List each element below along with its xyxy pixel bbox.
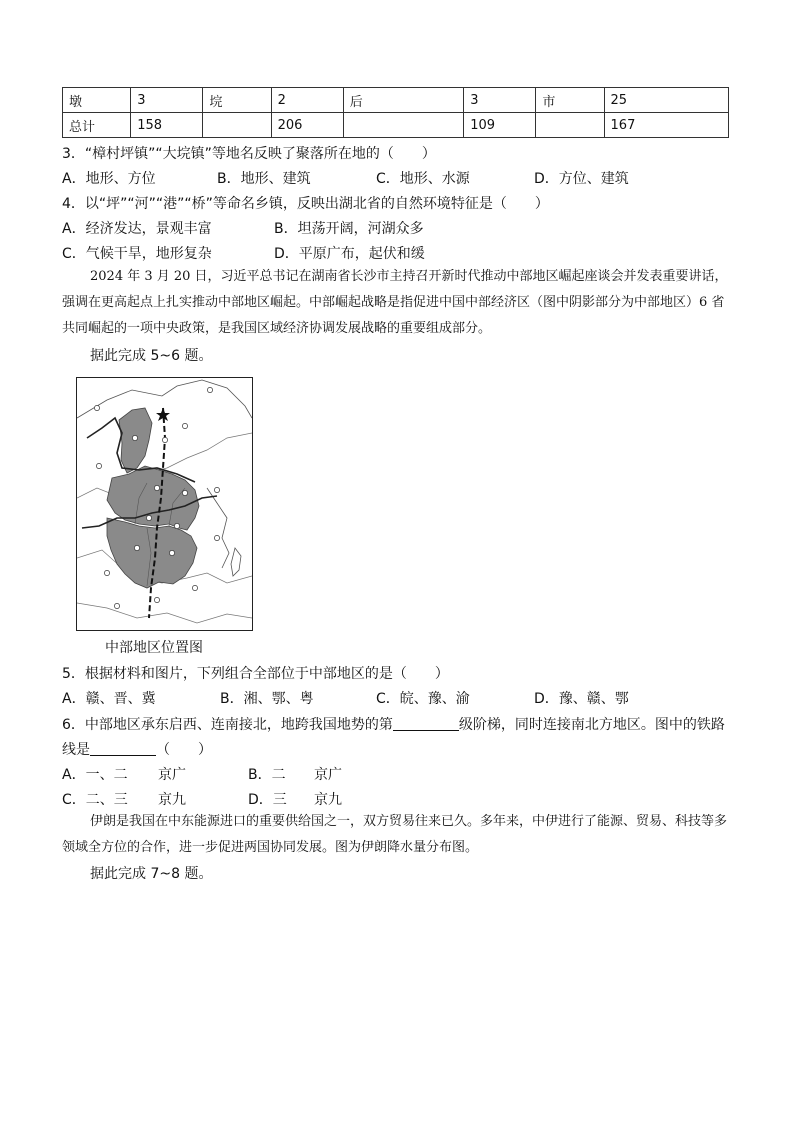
question-6-options-row2: [62, 789, 732, 811]
table-cell: 158: [131, 113, 203, 138]
place-name-table: [62, 87, 729, 138]
question-5-stem: 5．根据材料和图片，下列组合全部位于中部地区的是（ ）: [62, 666, 449, 682]
table-cell: [203, 113, 271, 138]
city-marker-icon: [132, 435, 137, 440]
coast-line: [77, 603, 252, 623]
city-marker-icon: [182, 490, 187, 495]
question-5-options: [62, 688, 732, 710]
question-3-stem: 3．“樟村坪镇”“大垸镇”等地名反映了聚落所在地的（ ）: [62, 146, 436, 162]
table-row: [63, 88, 729, 113]
table-cell: 3: [464, 88, 536, 113]
option-c[interactable]: C．气候干旱，地形复杂: [62, 246, 212, 262]
option-c-railway: 京九: [158, 792, 186, 808]
table-cell: 109: [464, 113, 536, 138]
option-b[interactable]: B．二: [248, 767, 286, 783]
city-marker-icon: [162, 437, 167, 442]
table-cell: 总计: [63, 113, 131, 138]
table-cell: 墩: [63, 88, 131, 113]
question-6-text-a: 6．中部地区承东启西、连南接北，地跨我国地势的第: [62, 717, 393, 733]
map-caption: 中部地区位置图: [105, 640, 203, 656]
table-cell: 市: [536, 88, 604, 113]
city-marker-icon: [192, 585, 197, 590]
table-cell: 垸: [203, 88, 271, 113]
table-cell: 167: [604, 113, 728, 138]
option-a[interactable]: A．经济发达，景观丰富: [62, 221, 212, 237]
question-6-text-b: 级阶梯，同时连接南北方地区。图中的铁路: [458, 717, 725, 733]
option-a-railway: 京广: [158, 767, 186, 783]
option-b[interactable]: B．湘、鄂、粤: [220, 691, 314, 707]
question-4-options-row1: [62, 218, 732, 240]
question-6-text-c: 线是: [62, 742, 90, 758]
table-cell: [343, 113, 464, 138]
question-4-stem: 4．以“坪”“河”“港”“桥”等命名乡镇，反映出湖北省的自然环境特征是（ ）: [62, 196, 549, 212]
option-b[interactable]: B．地形、建筑: [217, 171, 311, 187]
option-b-railway: 京广: [314, 767, 342, 783]
map-graphic: [77, 378, 252, 630]
material-2-prompt: 据此完成 7~8 题。: [90, 866, 213, 882]
option-b[interactable]: B．坦荡开阔，河湖众多: [274, 221, 424, 237]
material-1-prompt: 据此完成 5~6 题。: [90, 348, 213, 364]
city-marker-icon: [207, 387, 212, 392]
material-paragraph-1: 2024 年 3 月 20 日，习近平总书记在湖南省长沙市主持召开新时代推动中部地区崛起座谈会并发表重要讲话，强调在更高起点上扎实推动中部地区崛起。中部崛起战略是指促进中国中部经济区（图中阴影部分为中部地区）6 省共同崛起的一项中央政策，是我国区域经济协调发展战略的重要组成部分。: [62, 269, 728, 336]
option-c[interactable]: C．皖、豫、渝: [376, 691, 470, 707]
table-cell: 2: [271, 88, 343, 113]
coast-line: [207, 488, 229, 568]
option-d[interactable]: D．豫、赣、鄂: [534, 691, 629, 707]
central-region-map: [76, 377, 253, 631]
option-a[interactable]: A．一、二: [62, 767, 128, 783]
option-a[interactable]: A．赣、晋、冀: [62, 691, 156, 707]
city-marker-icon: [96, 463, 101, 468]
question-6-stem-line2: [62, 739, 212, 759]
city-marker-icon: [174, 523, 179, 528]
option-d[interactable]: D．平原广布，起伏和缓: [274, 246, 425, 262]
city-marker-icon: [169, 550, 174, 555]
city-marker-icon: [182, 423, 187, 428]
question-6-options-row1: [62, 764, 732, 786]
shaded-province-central: [107, 466, 199, 530]
table-cell: 后: [343, 88, 464, 113]
city-marker-icon: [114, 603, 119, 608]
option-d[interactable]: D．方位、建筑: [534, 171, 629, 187]
answer-blank-1[interactable]: [393, 716, 459, 731]
table-row: [63, 113, 729, 138]
option-a[interactable]: A．地形、方位: [62, 171, 156, 187]
city-marker-icon: [154, 485, 159, 490]
table-cell: 25: [604, 88, 728, 113]
table-cell: [536, 113, 604, 138]
table-cell: 3: [131, 88, 203, 113]
city-marker-icon: [146, 515, 151, 520]
city-marker-icon: [94, 405, 99, 410]
question-4-options-row2: [62, 243, 732, 265]
option-c[interactable]: C．二、三: [62, 792, 128, 808]
city-marker-icon: [104, 570, 109, 575]
city-marker-icon: [214, 487, 219, 492]
option-d-railway: 京九: [314, 792, 342, 808]
question-6-stem: [62, 714, 725, 734]
question-6-text-d: （ ）: [156, 742, 212, 758]
island-outline: [231, 548, 241, 576]
material-paragraph-2: 伊朗是我国在中东能源进口的重要供给国之一，双方贸易往来已久。多年来，中伊进行了能源、贸易、科技等多领域全方位的合作，进一步促进两国协同发展。图为伊朗降水量分布图。: [62, 814, 728, 855]
table-cell: 206: [271, 113, 343, 138]
answer-blank-2[interactable]: [90, 741, 156, 756]
city-marker-icon: [134, 545, 139, 550]
question-3-options: [62, 168, 732, 190]
option-d[interactable]: D．三: [248, 792, 287, 808]
city-marker-icon: [154, 597, 159, 602]
city-marker-icon: [214, 535, 219, 540]
option-c[interactable]: C．地形、水源: [376, 171, 470, 187]
